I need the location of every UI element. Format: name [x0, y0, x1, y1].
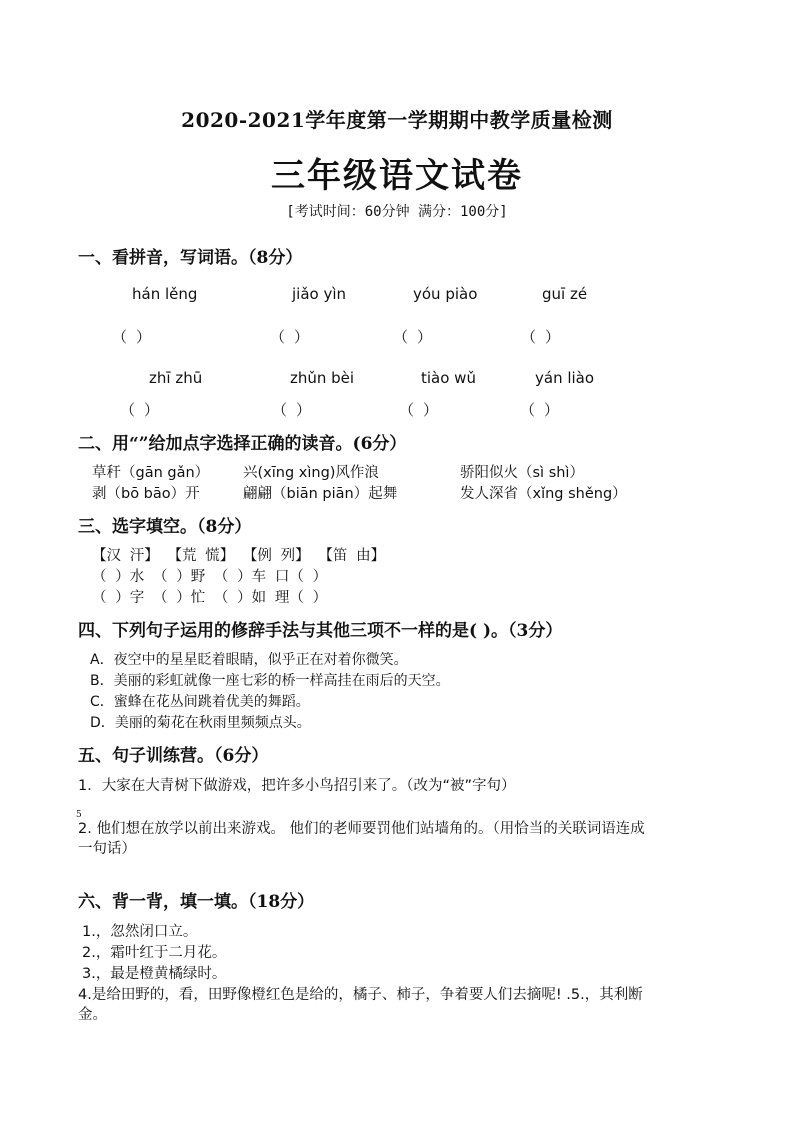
exam-main-title: 三年级语文试卷 [271, 156, 523, 196]
exam-header-title: 2020-2021学年度第一学期期中教学质量检测 [181, 108, 613, 132]
answer-blank: （ ） [393, 328, 433, 346]
answer-blank: （ ） [112, 328, 152, 346]
answer-blank: （ ） [521, 328, 561, 346]
pinyin-item: guī zé [542, 285, 588, 303]
pinyin-item: jiǎo yìn [292, 285, 347, 303]
reading-item: 剥（bō bāo）开 [92, 486, 200, 502]
reading-item: 草秆（gān gǎn） [92, 465, 210, 481]
option-b: B．美丽的彩虹就像一座七彩的桥一样高挂在雨后的天空。 [90, 673, 450, 689]
reading-item: 翩翩（biān piān）起舞 [243, 486, 398, 502]
reading-item: 骄阳似火（sì shì） [460, 465, 584, 481]
section3-heading: 三、选字填空。（8分） [78, 517, 252, 537]
answer-blank: （ ） [520, 401, 560, 419]
option-a: A．夜空中的星星眨着眼睛，似乎正在对着你微笑。 [90, 652, 408, 668]
pinyin-item: yán liào [535, 369, 595, 387]
pinyin-item: zhǔn bèi [290, 369, 355, 387]
pinyin-item: tiào wǔ [421, 369, 476, 387]
question-2-continued: 一句话） [78, 841, 136, 857]
recite-line: 2.，霜叶红于二月花。 [82, 945, 227, 961]
char-choice-row: 【汉 汗】 【荒 慌】 【例 列】 【笛 由】 [92, 548, 386, 564]
section4-heading: 四、下列句子运用的修辞手法与其他三项不一样的是( )。（3分） [78, 621, 563, 641]
recite-line-continued: 金。 [78, 1007, 107, 1023]
recite-line: 1.，忽然闭口立。 [82, 924, 198, 940]
option-d: D．美丽的菊花在秋雨里频频点头。 [90, 715, 311, 731]
question-1: 1．大家在大青树下做游戏，把许多小鸟招引来了。（改为“被”字句） [78, 778, 516, 794]
exam-info: [考试时间：60分钟 满分：100分] [286, 204, 508, 220]
section5-heading: 五、句子训练营。（6分） [78, 746, 269, 766]
option-c: C．蜜蜂在花丛间跳着优美的舞蹈。 [90, 694, 310, 710]
char-blank-row: （ ）水 （ ）野 （ ）车 口（ ） [92, 569, 328, 585]
section6-heading: 六、背一背，填一填。（18分） [78, 892, 315, 912]
answer-blank: （ ） [120, 401, 160, 419]
reading-item: 发人深省（xǐng shěng） [460, 486, 627, 502]
answer-blank: （ ） [399, 401, 439, 419]
section2-heading: 二、用“”给加点字选择正确的读音。(6分） [78, 434, 407, 454]
pinyin-item: yóu piào [413, 285, 478, 303]
answer-blank: （ ） [272, 401, 312, 419]
margin-mark: 5 [76, 810, 82, 820]
pinyin-item: hán lěng [132, 285, 198, 303]
section1-heading: 一、看拼音，写词语。（8分） [78, 248, 303, 268]
reading-item: 兴(xīng xìng)风作浪 [243, 465, 379, 481]
recite-line: 3.，最是橙黄橘绿时。 [82, 966, 227, 982]
answer-blank: （ ） [270, 328, 310, 346]
pinyin-item: zhī zhū [149, 369, 203, 387]
question-2: 2. 他们想在放学以前出来游戏。 他们的老师要罚他们站墙角的。（用恰当的关联词语连成 [78, 821, 645, 837]
char-blank-row: （ ）字 （ ）忙 （ ）如 理（ ） [92, 590, 328, 606]
recite-line: 4.是给田野的，看，田野像橙红色是给的，橘子、柿子，争着要人们去摘呢! .5.，其利断 [78, 987, 643, 1003]
